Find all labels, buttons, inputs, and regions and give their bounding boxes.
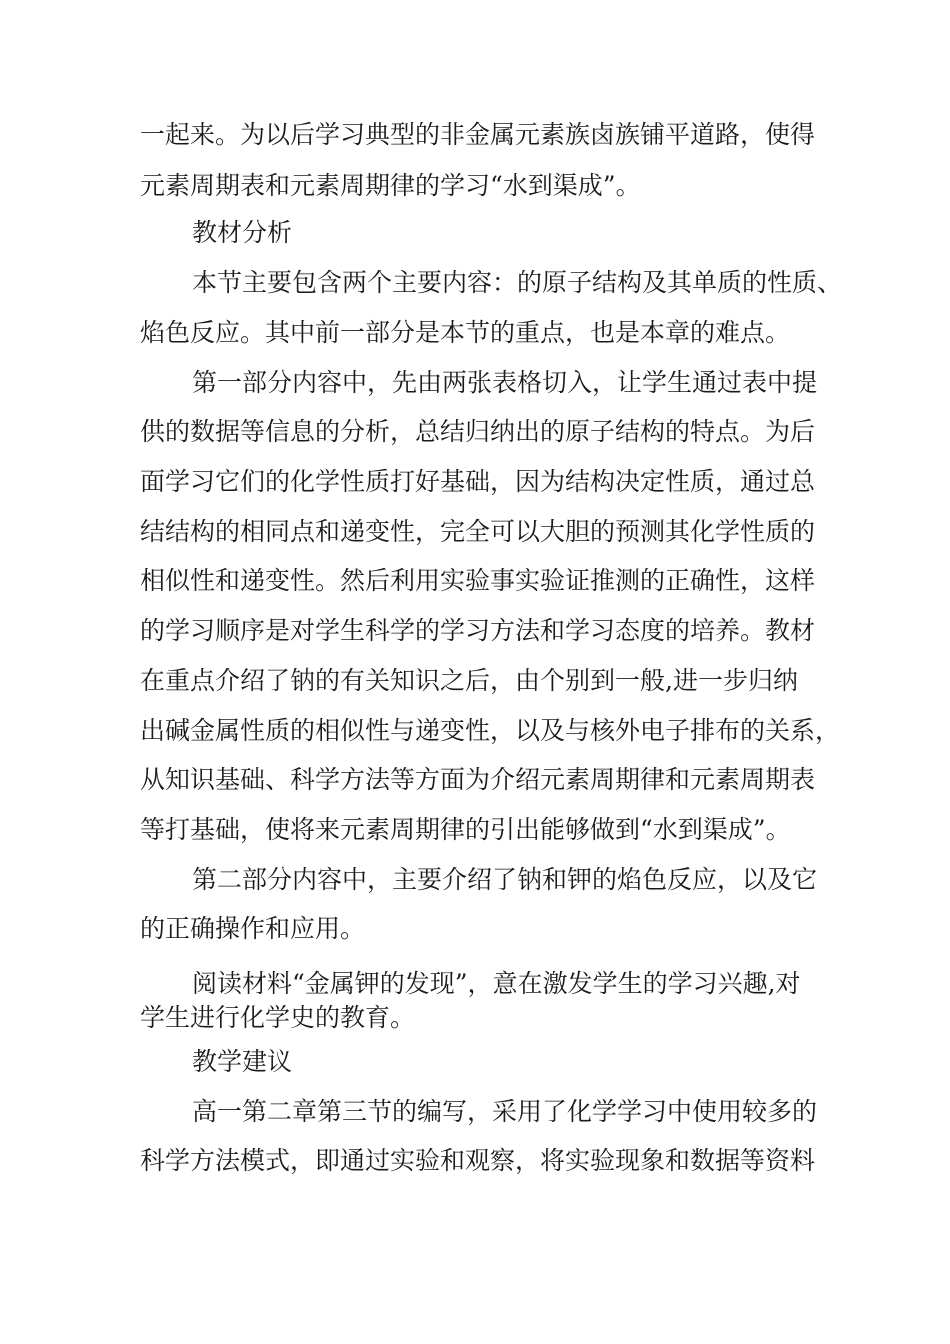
text-line: 阅读材料“金属钾的发现”，意在激发学生的学习兴趣,对 [192,969,801,998]
text-line: 学生进行化学史的教育。 [140,1003,416,1032]
text-line: 焰色反应。其中前一部分是本节的重点，也是本章的难点。 [140,318,791,347]
text-line: 元素周期表和元素周期律的学习“水到渠成”。 [140,171,641,200]
text-line: 高一第二章第三节的编写，采用了化学学习中使用较多的 [192,1097,818,1126]
text-line: 一起来。为以后学习典型的非金属元素族卤族铺平道路，使得 [140,120,816,149]
text-line: 第二部分内容中，主要介绍了钠和钾的焰色反应，以及它 [192,865,818,894]
text-line: 的正确操作和应用。 [140,914,366,943]
text-line: 科学方法模式，即通过实验和观察，将实验现象和数据等资料 [140,1146,816,1175]
text-line: 的学习顺序是对学生科学的学习方法和学习态度的培养。教材 [140,616,816,645]
section-heading-teaching-material-analysis: 教材分析 [192,218,293,247]
text-line: 出碱金属性质的相似性与递变性，以及与核外电子排布的关系， [140,716,841,745]
section-heading-teaching-suggestions: 教学建议 [192,1047,293,1076]
text-line: 在重点介绍了钠的有关知识之后，由个别到一般,进一步归纳 [140,666,798,695]
text-line: 相似性和递变性。然后利用实验事实验证推测的正确性，这样 [140,566,816,595]
text-line: 面学习它们的化学性质打好基础，因为结构决定性质，通过总 [140,467,816,496]
text-line: 供的数据等信息的分析，总结归纳出的原子结构的特点。为后 [140,417,816,446]
text-line: 第一部分内容中，先由两张表格切入，让学生通过表中提 [192,368,818,397]
text-line: 结结构的相同点和递变性，完全可以大胆的预测其化学性质的 [140,517,816,546]
text-line: 等打基础，使将来元素周期律的引出能够做到“水到渠成”。 [140,815,791,844]
text-line: 从知识基础、科学方法等方面为介绍元素周期律和元素周期表 [140,765,816,794]
text-line: 本节主要包含两个主要内容：的原子结构及其单质的性质、 [192,268,843,297]
